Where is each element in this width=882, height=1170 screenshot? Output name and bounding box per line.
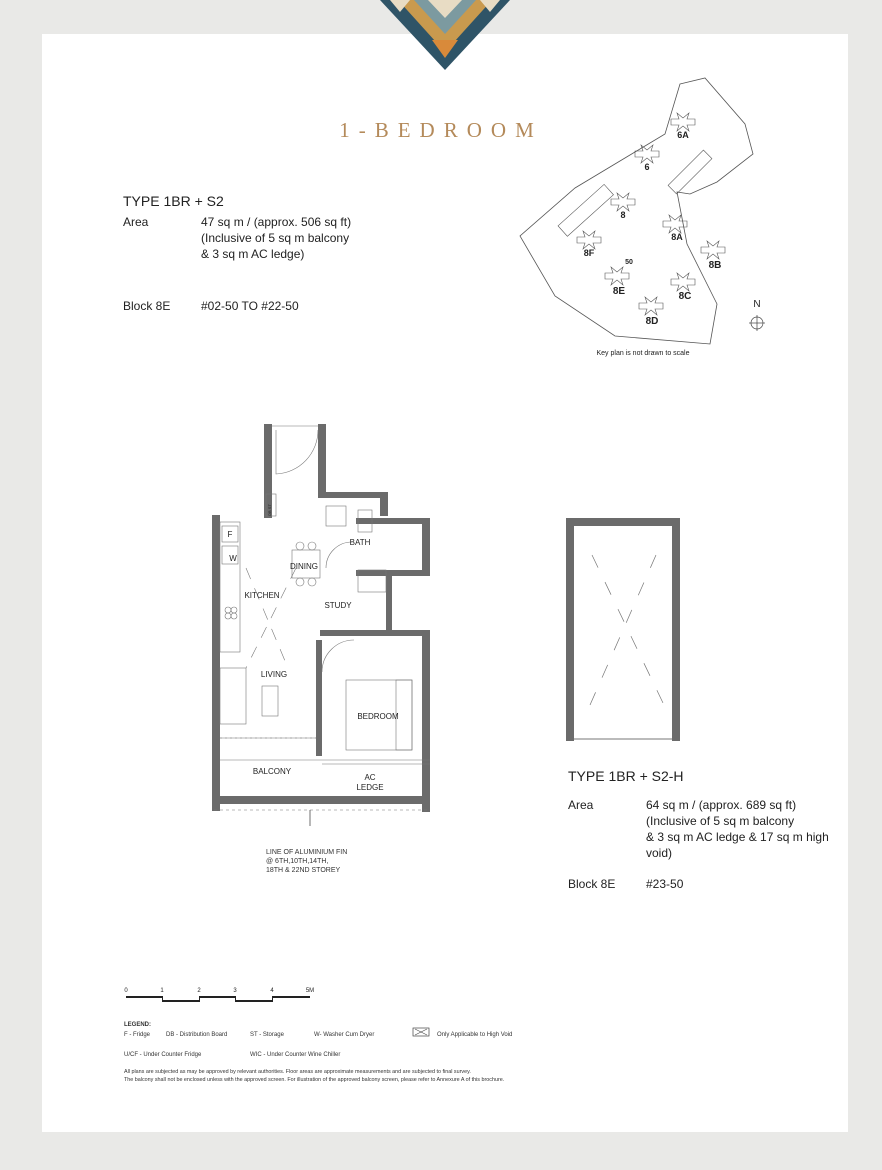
block-footprint	[605, 267, 629, 285]
block-footprint	[671, 273, 695, 291]
scale-label: 2	[197, 988, 201, 994]
unit2-area-line: void)	[646, 846, 673, 860]
block-label-8: 8	[620, 210, 626, 220]
unit1-area-label: Area	[123, 215, 149, 229]
block-footprint	[671, 113, 695, 131]
site-boundary	[520, 78, 753, 344]
unit2-area-line: & 3 sq m AC ledge & 17 sq m high	[646, 830, 829, 844]
floor-plan-1br-s2-h	[560, 515, 686, 745]
room-label-ac-ledge-1: AC	[364, 773, 376, 782]
unit2-block-label: Block 8E	[568, 877, 616, 891]
legend-void: Only Applicable to High Void	[437, 1032, 513, 1038]
block-footprint	[577, 231, 601, 249]
scale-bar	[120, 984, 330, 1008]
room-label-living: LIVING	[260, 670, 288, 679]
room-label-balcony: BALCONY	[252, 767, 292, 776]
unit-number-label: 50	[625, 259, 633, 266]
block-label-8f: 8F	[583, 248, 595, 258]
key-plan-note: Key plan is not drawn to scale	[596, 350, 690, 357]
block-markers	[577, 113, 725, 315]
room-label-bedroom: BEDROOM	[357, 712, 399, 721]
unit2-area-line: (Inclusive of 5 sq m balcony	[646, 814, 795, 828]
block-footprint	[639, 297, 663, 315]
block-label-6a: 6A	[677, 130, 689, 140]
room-label-washer: W	[229, 554, 237, 563]
unit2-title: TYPE 1BR + S2-H	[568, 768, 684, 784]
decorative-emblem	[380, 0, 510, 72]
north-arrow-icon	[749, 315, 765, 331]
void-legend-icon	[412, 1027, 430, 1037]
block-label-8c: 8C	[678, 291, 692, 302]
unit1-area-line: 47 sq m / (approx. 506 sq ft)	[201, 215, 352, 229]
room-label-dining: DINING	[290, 562, 318, 571]
scale-label: 3	[233, 988, 237, 994]
block-footprint	[635, 145, 659, 163]
block-footprint	[701, 241, 725, 259]
unit2-area-line: 64 sq m / (approx. 689 sq ft)	[646, 798, 797, 812]
legend-title: LEGEND:	[124, 1022, 151, 1028]
block-label-8e: 8E	[612, 286, 626, 297]
legend-st: ST - Storage	[250, 1032, 284, 1038]
scale-label: 4	[270, 988, 274, 994]
block-label-8d: 8D	[645, 316, 659, 327]
unit2-block-value: #23-50	[646, 877, 684, 891]
legend-ucf: U/CF - Under Counter Fridge	[124, 1052, 202, 1058]
disclaimer-line: All plans are subjected as may be approved by relevant authorities. Floor areas are approximate measurements and are subjected to final survey.	[124, 1069, 471, 1075]
unit1-title: TYPE 1BR + S2	[123, 193, 224, 209]
scale-label: 5M	[305, 988, 315, 994]
room-label-fridge: F	[227, 530, 233, 539]
legend-f: F - Fridge	[124, 1032, 151, 1038]
block-label-8b: 8B	[708, 260, 722, 271]
block-footprint	[611, 193, 635, 211]
linear-blocks	[558, 150, 712, 236]
room-label-bath: BATH	[349, 538, 371, 547]
legend-wic: WIC - Under Counter Wine Chiller	[250, 1052, 341, 1058]
north-label: N	[753, 299, 761, 310]
floor-plan-1br-s2	[200, 418, 440, 828]
walls	[212, 424, 430, 812]
room-label-kitchen: KITCHEN	[244, 591, 280, 600]
fin-note: LINE OF ALUMINIUM FIN @ 6TH,10TH,14TH, 18TH & 22ND STOREY	[266, 849, 348, 874]
legend-w: W- Washer Cum Dryer	[314, 1032, 375, 1038]
page-heading: 1-BEDROOM	[339, 118, 543, 142]
legend-db: DB - Distribution Board	[166, 1032, 228, 1038]
scale-label: 0	[124, 988, 128, 994]
key-plan	[515, 74, 785, 364]
unit1-block-value: #02-50 TO #22-50	[201, 299, 299, 313]
room-label-db-st: DB ST	[267, 504, 272, 516]
unit1-area-line: (Inclusive of 5 sq m balcony	[201, 231, 350, 245]
block-label-6: 6	[644, 162, 650, 172]
unit1-block-label: Block 8E	[123, 299, 171, 313]
scale-label: 1	[160, 988, 164, 994]
void-cross-lines	[590, 555, 664, 705]
unit2-area-label: Area	[568, 798, 594, 812]
room-label-ac-ledge-2: LEDGE	[356, 783, 384, 792]
disclaimer-line: The balcony shall not be enclosed unless with the approved screen. For illustration of the approved balcony screen, please refer to Annexure A of this brochure.	[124, 1077, 505, 1083]
block-label-8a: 8A	[671, 232, 683, 242]
room-label-study: STUDY	[324, 601, 352, 610]
unit1-area-line: & 3 sq m AC ledge)	[201, 247, 305, 261]
